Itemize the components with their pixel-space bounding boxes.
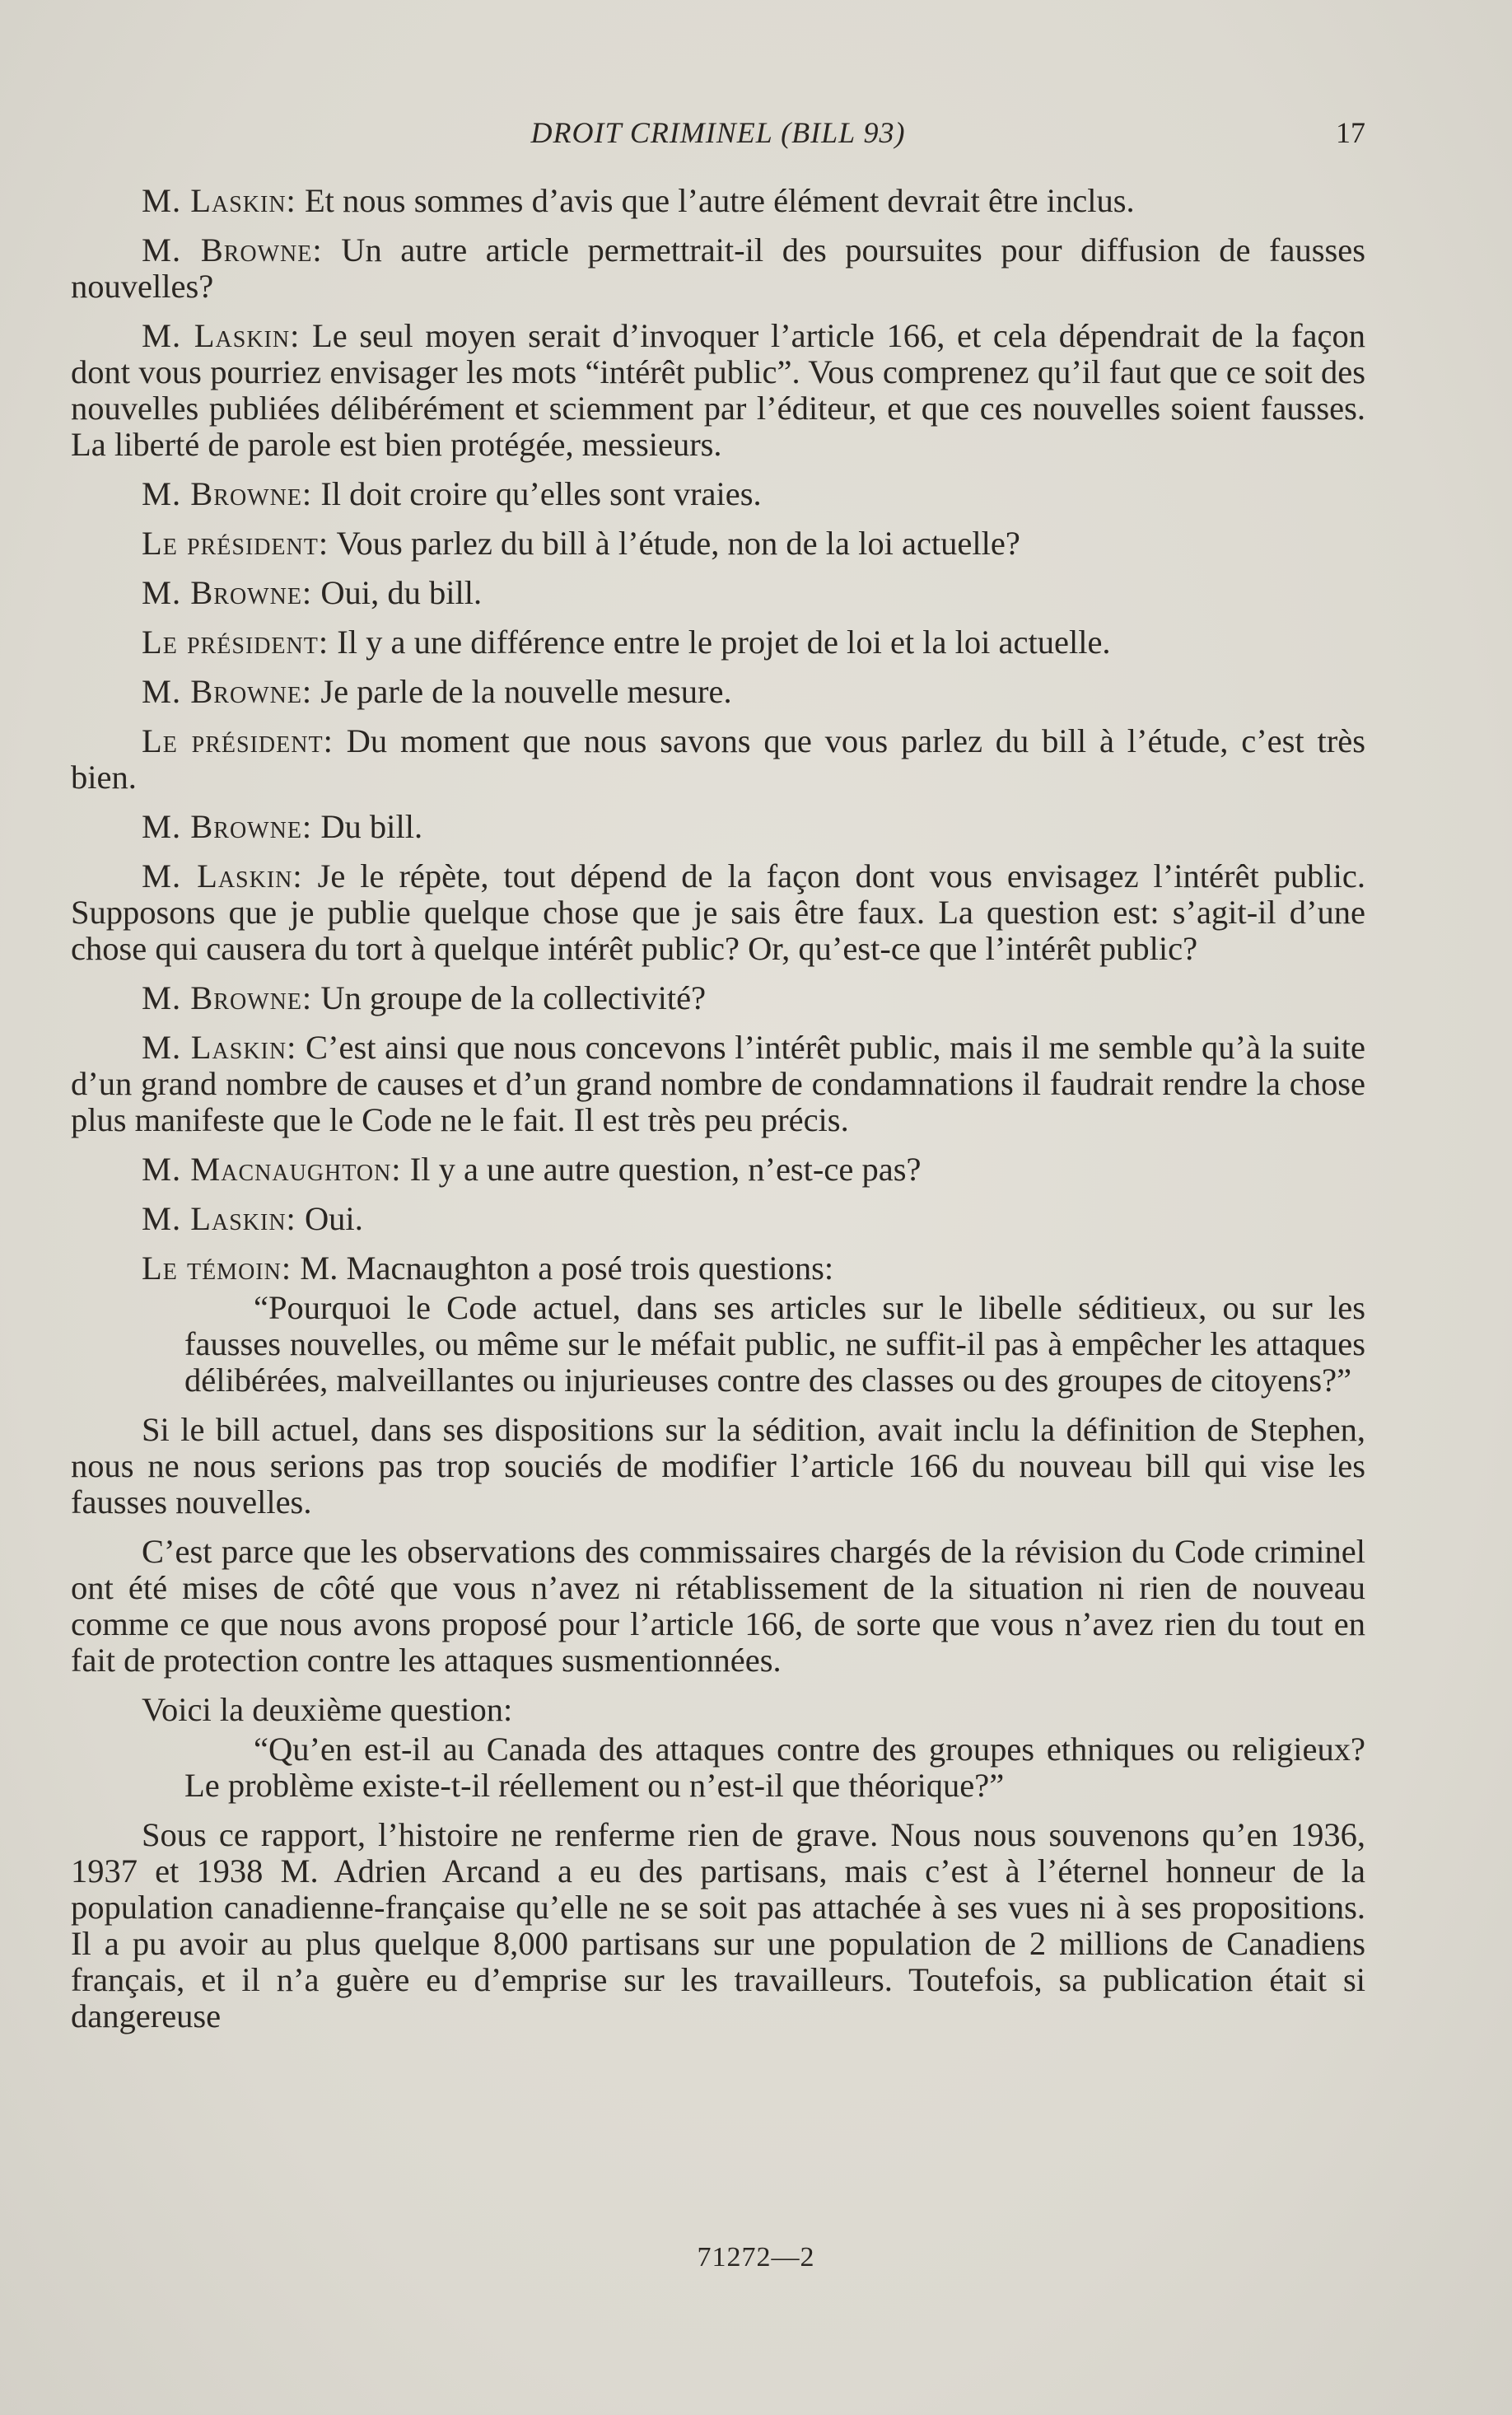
speaker: Le président:	[142, 525, 329, 562]
paragraph: Si le bill actuel, dans ses dispositions sur la sédition, avait inclu la définition de Stephen, nous ne nous serions pas trop souciés de modifier l’article 166 du nouveau bill qui vise les fausses nouvelles.	[71, 1411, 1365, 1520]
speaker: M. Browne:	[142, 808, 313, 845]
speaker: M. Laskin:	[142, 317, 301, 354]
speech: Et nous sommes d’avis que l’autre élément devrait être inclus.	[296, 182, 1135, 219]
paragraph	[71, 476, 1365, 512]
speech: Un groupe de la collectivité?	[312, 979, 707, 1016]
paragraph	[71, 1030, 1365, 1138]
speech: Il doit croire qu’elles sont vraies.	[312, 475, 762, 512]
speech: Un autre article permettrait-il des poursuites pour diffusion de fausses nouvelles?	[71, 231, 1365, 305]
paragraph	[71, 624, 1365, 661]
paragraph	[71, 318, 1365, 463]
paragraph	[71, 674, 1365, 710]
speaker: M. Macnaughton:	[142, 1151, 402, 1188]
speaker: M. Browne:	[142, 475, 313, 512]
speech: C’est ainsi que nous concevons l’intérêt public, mais il me semble qu’à la suite d’un grand nombre de causes et d’un grand nombre de condamnations il faudrait rendre la chose plus manifeste que le Code ne le fait. Il est très peu précis.	[71, 1029, 1365, 1138]
speech: Oui.	[296, 1200, 363, 1237]
speaker: M. Browne:	[142, 979, 313, 1016]
paragraph: C’est parce que les observations des commissaires chargés de la révision du Code criminel ont été mises de côté que vous n’avez ni rétablissement de la situation ni rien de nouveau comme ce que nous avons proposé pour l’article 166, de sorte que vous n’avez rien du tout en fait de protection contre les attaques susmentionnées.	[71, 1533, 1365, 1679]
speech: Vous parlez du bill à l’étude, non de la loi actuelle?	[329, 525, 1020, 562]
block-quote	[184, 1731, 1365, 1804]
speaker: M. Laskin:	[142, 182, 296, 219]
speaker: M. Laskin:	[142, 1029, 297, 1066]
speech: Oui, du bill.	[312, 574, 483, 611]
quote-text: “Qu’en est-il au Canada des attaques contre des groupes ethniques ou religieux? Le problème existe-t-il réellement ou n’est-il que théorique?”	[184, 1731, 1365, 1804]
paragraph	[71, 1201, 1365, 1237]
page-header	[71, 115, 1365, 156]
paragraph	[71, 809, 1365, 845]
speech: Du moment que nous savons que vous parlez du bill à l’étude, c’est très bien.	[71, 722, 1365, 796]
paragraph	[71, 1151, 1365, 1188]
speech: Il y a une différence entre le projet de loi et la loi actuelle.	[329, 624, 1111, 661]
speech: Je le répète, tout dépend de la façon dont vous envisagez l’intérêt public. Supposons que je publie quelque chose que je sais être faux. La question est: s’agit-il d’une chose qui causera du tort à quelque intérêt public? Or, qu’est-ce que l’intérêt public?	[71, 857, 1366, 967]
speech: Du bill.	[312, 808, 423, 845]
speaker: Le président:	[142, 722, 334, 759]
paragraph	[71, 723, 1365, 796]
speech: Le seul moyen serait d’invoquer l’article 166, et cela dépendrait de la façon dont vous pourriez envisager les mots “intérêt public”. Vous comprenez qu’il faut que ce soit des nouvelles publiées délibérément et sciemment par l’éditeur, et que ces nouvelles soient fausses. La liberté de parole est bien protégée, messieurs.	[71, 317, 1366, 463]
paragraph: Voici la deuxième question:	[142, 1691, 513, 1728]
paragraph	[71, 232, 1365, 305]
speaker: M. Browne:	[142, 574, 313, 611]
block-quote	[184, 1290, 1365, 1399]
page-number: 17	[1336, 116, 1365, 149]
paragraph: Sous ce rapport, l’histoire ne renferme rien de grave. Nous nous souvenons qu’en 1936, 1937 et 1938 M. Adrien Arcand a eu des partisans, mais c’est à l’éternel honneur de la population canadienne-française qu’elle ne se soit pas attachée à ses vues ni à ses propositions. Il a pu avoir au plus quelque 8,000 partisans sur une population de 2 millions de Canadiens français, et il n’a guère eu d’emprise sur les travailleurs. Toutefois, sa publication était si dangereuse	[71, 1816, 1365, 2034]
paragraph	[71, 980, 1365, 1016]
running-title: DROIT CRIMINEL (BILL 93)	[530, 116, 906, 149]
paragraph	[71, 858, 1365, 967]
speaker: M. Laskin:	[142, 1200, 296, 1237]
speaker: Le président:	[142, 624, 329, 661]
body-text	[71, 183, 1365, 2048]
paragraph	[71, 526, 1365, 562]
paragraph	[71, 183, 1365, 219]
speaker: M. Laskin:	[142, 857, 303, 895]
paragraph	[71, 575, 1365, 611]
speech: Il y a une autre question, n’est-ce pas?	[401, 1151, 922, 1188]
paragraph	[71, 1250, 1365, 1287]
speech: M. Macnaughton a posé trois questions:	[292, 1250, 834, 1287]
speaker: Le témoin:	[142, 1250, 292, 1287]
speech: Je parle de la nouvelle mesure.	[312, 673, 732, 710]
quote-text: “Pourquoi le Code actuel, dans ses articles sur le libelle séditieux, ou sur les fausses nouvelles, ou même sur le méfait public, ne suffit-il pas à empêcher les attaques délibérées, malveillantes ou injurieuses contre des classes ou des groupes de citoyens?”	[184, 1289, 1365, 1399]
speaker: M. Browne:	[142, 231, 323, 269]
speaker: M. Browne:	[142, 673, 313, 710]
printer-signature: 71272—2	[697, 2242, 815, 2273]
